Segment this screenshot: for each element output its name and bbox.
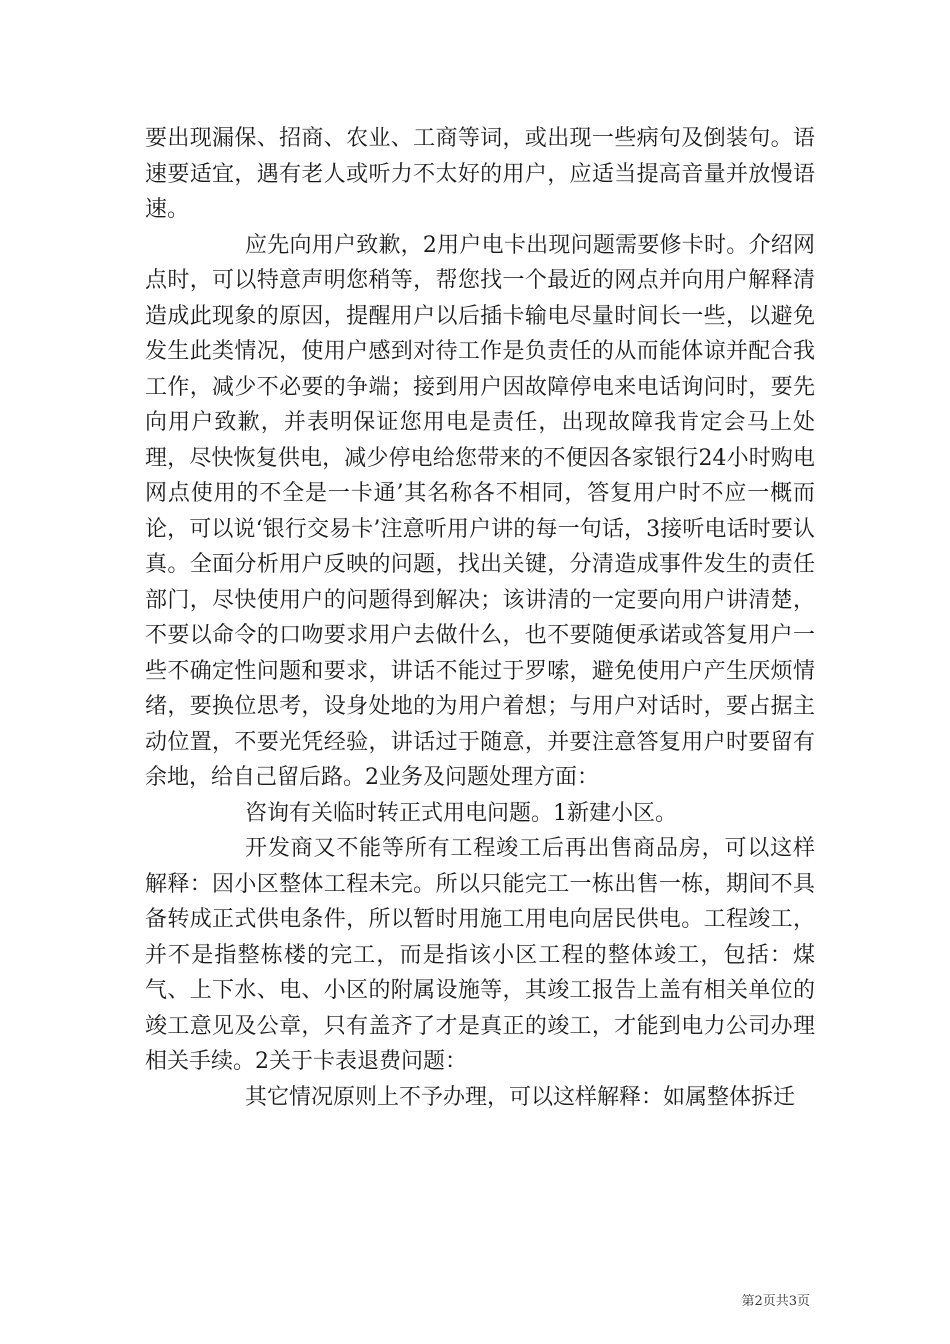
page-number-footer: 第2页共3页 bbox=[741, 1294, 810, 1309]
paragraph-5: 其它情况原则上不予办理，可以这样解释：如属整体拆迁 bbox=[245, 1084, 796, 1110]
paragraph-2: 应先向用户致歉，2用户电卡出现问题需要修卡时。介绍网点时，可以特意声明您稍等，帮您找一个最近的网点并向用户解释清造成此现象的原因，提醒用户以后插卡输电尽量时间长一些，以避免发生此类情况，使用户感到对待工作是负责任的从而能体谅并配合我工作，减少不必要的争端；接到用户因故障停电来电话询问时，要先向用户致歉，并表明保证您用电是责任，出现故障我肯定会马上处理，尽快恢复供电，减少停电给您带来的不便因各家银行24小时购电网点使用的不全是一卡通’其名称各不相同，答复用户时不应一概而论，可以说‘银行交易卡’注意听用户讲的每一句话，3接听电话时要认真。全面分析用户反映的问题，找出关键，分清造成事件发生的责任部门，尽快使用户的问题得到解决；该讲清的一定要向用户讲清楚，不要以命令的口吻要求用户去做什么，也不要随便承诺或答复用户一些不确定性问题和要求，讲话不能过于罗嗦，避免使用户产生厌烦情绪，要换位思考，设身处地的为用户着想；与用户对话时，要占据主动位置，不要光凭经验，讲话过于随意，并要注意答复用户时要留有余地，给自己留后路。2业务及问题处理方面： bbox=[145, 232, 815, 790]
paragraph-4: 开发商又不能等所有工程竣工后再出售商品房，可以这样解释：因小区整体工程未完。所以只能完工一栋出售一栋，期间不具备转成正式供电条件，所以暂时用施工用电向居民供电。工程竣工，并不是指整栋楼的完工，而是指该小区工程的整体竣工，包括：煤气、上下水、电、小区的附属设施等，其竣工报告上盖有相关单位的竣工意见及公章，只有盖齐了才是真正的竣工，才能到电力公司办理相关手续。2关于卡表退费问题： bbox=[145, 836, 815, 1074]
paragraph-1: 要出现漏保、招商、农业、工商等词，或出现一些病句及倒装句。语速要适宜，遇有老人或听力不太好的用户，应适当提高音量并放慢语速。 bbox=[145, 126, 815, 222]
body-text bbox=[145, 121, 815, 1115]
paragraph-3: 咨询有关临时转正式用电问题。1新建小区。 bbox=[245, 800, 677, 826]
